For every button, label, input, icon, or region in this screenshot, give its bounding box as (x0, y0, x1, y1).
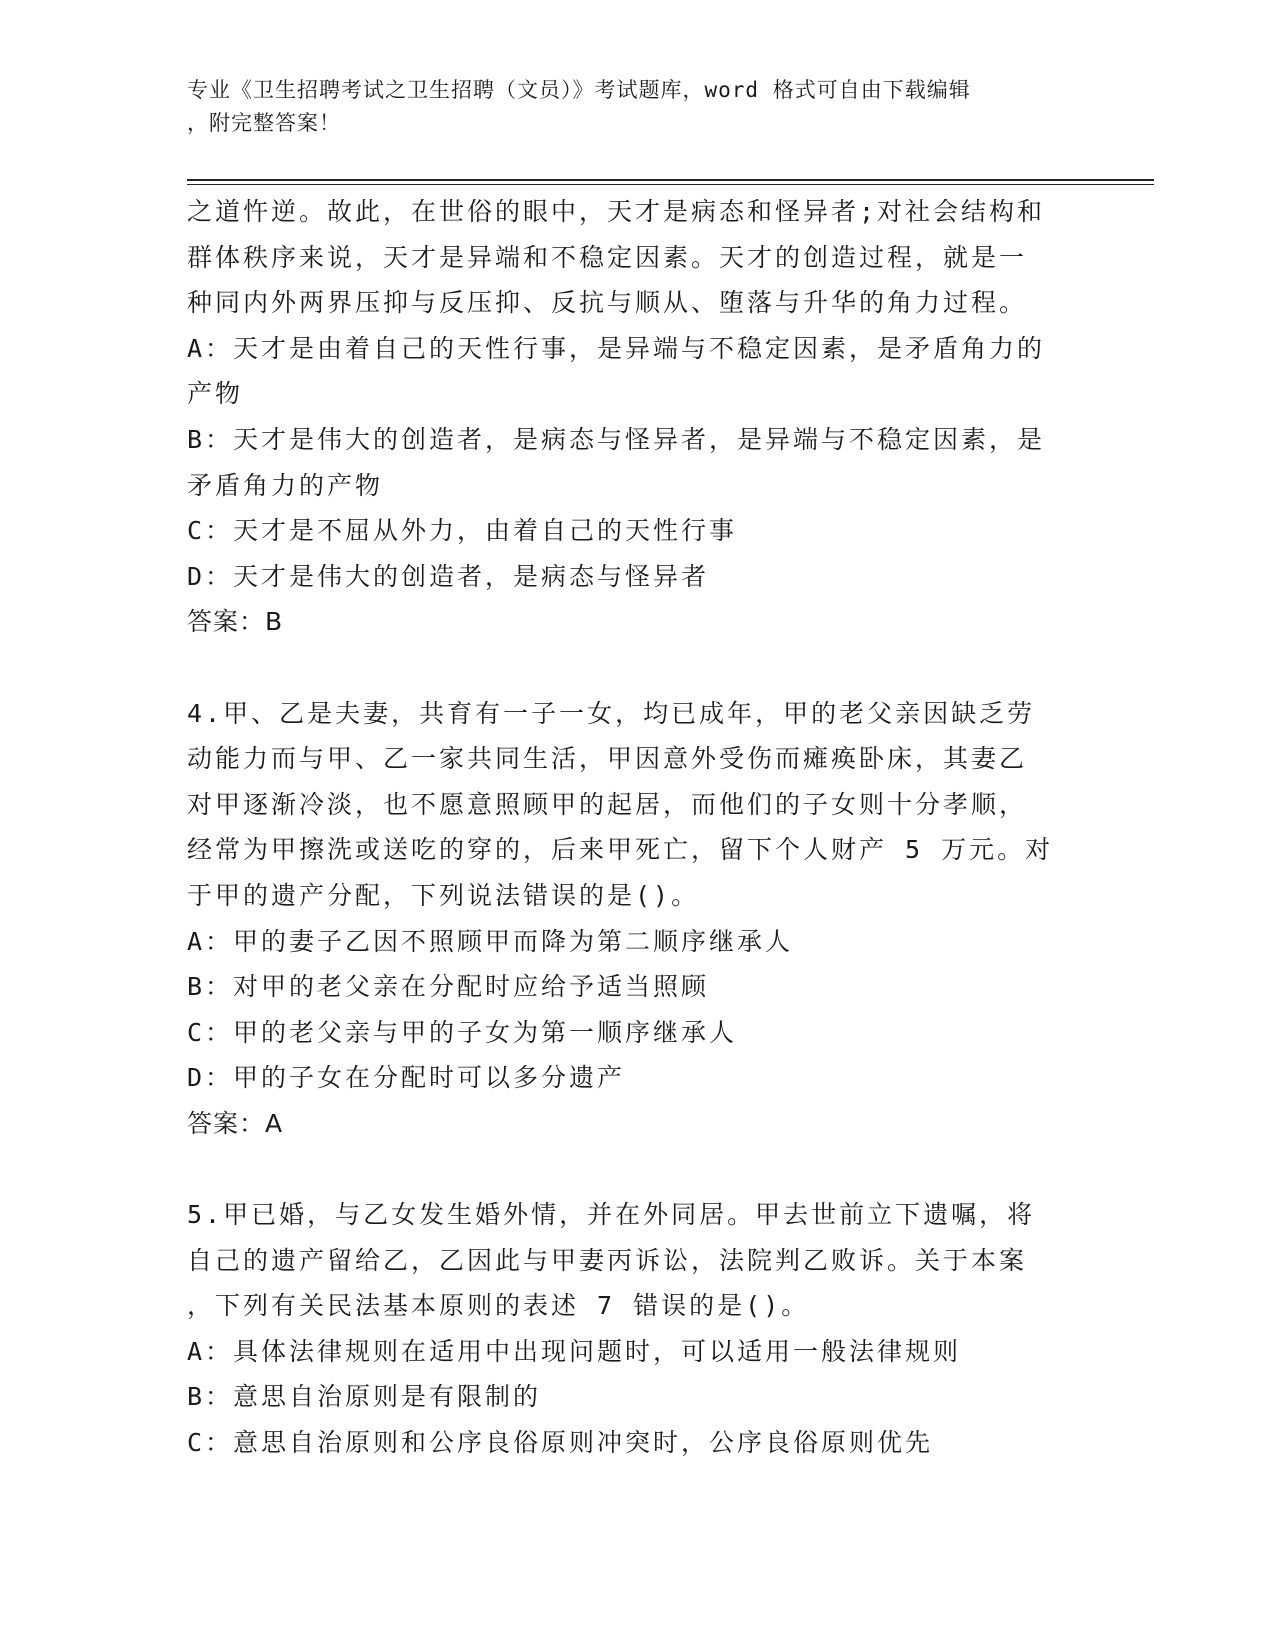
question-stem-line: 群体秩序来说，天才是异端和不稳定因素。天才的创造过程，就是一 (187, 242, 1028, 272)
header-divider-thick (187, 179, 1154, 181)
option-b-continued: 矛盾角力的产物 (187, 470, 384, 500)
question-stem-line: ，下列有关民法基本原则的表述 7 错误的是()。 (187, 1291, 810, 1321)
option-a: A：天才是由着自己的天性行事，是异端与不稳定因素，是矛盾角力的 (187, 333, 1046, 363)
question-stem-line: 之道忤逆。故此，在世俗的眼中，天才是病态和怪异者;对社会结构和 (187, 197, 1046, 226)
question-4 (187, 691, 1087, 1147)
option-c: C：意思自治原则和公序良俗原则冲突时，公序良俗原则优先 (187, 1428, 934, 1458)
question-stem-line: 自己的遗产留给乙，乙因此与甲妻丙诉讼，法院判乙败诉。关于本案 (187, 1245, 1028, 1275)
answer-label: 答案：B (187, 607, 284, 637)
option-a: A：具体法律规则在适用中出现问题时，可以适用一般法律规则 (187, 1336, 962, 1366)
option-d: D：天才是伟大的创造者，是病态与怪异者 (187, 561, 710, 591)
question-stem-line: 对甲逐渐冷淡，也不愿意照顾甲的起居，而他们的子女则十分孝顺， (187, 789, 1028, 819)
option-c: C：甲的老父亲与甲的子女为第一顺序继承人 (187, 1017, 738, 1047)
option-b: B：对甲的老父亲在分配时应给予适当照顾 (187, 972, 710, 1002)
question-stem-line: 经常为甲擦洗或送吃的穿的，后来甲死亡，留下个人财产 5 万元。对 (187, 835, 1054, 865)
option-a-continued: 产物 (187, 379, 244, 409)
option-c: C：天才是不屈从外力，由着自己的天性行事 (187, 516, 738, 546)
question-stem-line: 动能力而与甲、乙一家共同生活，甲因意外受伤而瘫痪卧床，其妻乙 (187, 744, 1028, 774)
question-stem-line: 于甲的遗产分配，下列说法错误的是()。 (187, 880, 700, 910)
document-header (187, 74, 1087, 140)
question-content (187, 189, 1087, 1466)
header-divider-thin (187, 184, 1154, 185)
header-title-line-1: 专业《卫生招聘考试之卫生招聘（文员）》考试题库，word 格式可自由下载编辑 (187, 78, 971, 102)
question-spacer (187, 645, 1087, 691)
option-d: D：甲的子女在分配时可以多分遗产 (187, 1063, 626, 1093)
header-title-line-2: ，附完整答案！ (187, 111, 341, 135)
question-spacer (187, 1146, 1087, 1192)
option-b: B：意思自治原则是有限制的 (187, 1382, 542, 1412)
question-stem-line: 种同内外两界压抑与反压抑、反抗与顺从、堕落与升华的角力过程。 (187, 288, 1028, 318)
question-stem-line: 5.甲已婚，与乙女发生婚外情，并在外同居。甲去世前立下遗嘱，将 (187, 1200, 1036, 1230)
option-a: A：甲的妻子乙因不照顾甲而降为第二顺序继承人 (187, 926, 794, 956)
question-5 (187, 1192, 1087, 1466)
question-stem-line: 4.甲、乙是夫妻，共育有一子一女，均已成年，甲的老父亲因缺乏劳 (187, 698, 1036, 728)
option-b: B：天才是伟大的创造者，是病态与怪异者，是异端与不稳定因素，是 (187, 424, 1046, 454)
answer-label: 答案：A (187, 1108, 284, 1138)
question-3 (187, 189, 1087, 645)
